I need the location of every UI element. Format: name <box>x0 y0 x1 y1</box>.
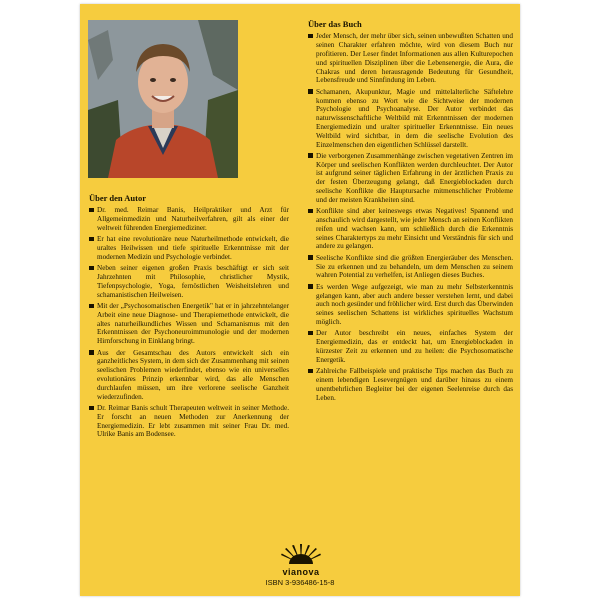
sun-rays-icon <box>281 542 321 564</box>
book-back-cover <box>80 4 520 596</box>
book-bullet-text: Zahlreiche Fallbeispiele und praktische Tips machen das Buch zu einem lebendigen Lesevergnügen und darüber hinaus zu einem unentbehrlichen Begleiter bei der eigenen Seelenreise durch das Leben. <box>316 367 513 402</box>
author-bullet-item <box>89 206 289 232</box>
square-bullet-icon <box>89 406 94 411</box>
square-bullet-icon <box>308 255 313 260</box>
book-section <box>308 20 513 405</box>
author-section <box>89 194 289 442</box>
square-bullet-icon <box>89 208 94 213</box>
book-bullet-item <box>308 32 513 85</box>
book-bullet-item <box>308 283 513 327</box>
publisher-name: vianova <box>282 567 320 577</box>
author-section-title: Über den Autor <box>89 193 146 203</box>
book-bullet-item <box>308 254 513 280</box>
author-photo <box>88 20 238 178</box>
square-bullet-icon <box>308 331 313 336</box>
book-bullet-list <box>308 32 513 402</box>
author-bullet-text: Aus der Gesamtschau des Autors entwickelt sich ein ganzheitliches System, in dem sich der Zusammenhang mit seinen seelischen Problemen wiederfindet, ebenso wie ein universelles evolutionäres Prinzip erkennbar wird, das alle Menschen durchlaufen müssen, um ihre verlorene seelische Ganzheit wiederzufinden. <box>97 348 289 401</box>
author-bullet-item <box>89 264 289 299</box>
square-bullet-icon <box>89 350 94 355</box>
book-bullet-text: Schamanen, Akupunktur, Magie und mittelalterliche Säftelehre kommen ebenso zu Wort wie die Sichtweise der modernen Psychologie und Psychoanalyse. Der Autor verbindet das naturwissenschaftliche Weltbild mit Erkenntnissen der modernen Energiemedizin und uralter spiritueller Erkenntnisse. Ein neues Weltbild wird sichtbar, in dem die seelische Evolution des Einzelmenschen den eigentlichen Schlüssel darstellt. <box>316 87 513 149</box>
author-bullet-text: Dr. Reimar Banis schult Therapeuten weltweit in seiner Methode. Er forscht an neuen Methoden zur Anerkennung der Energiemedizin. Er lebt zusammen mit seiner Frau Dr. med. Ulrike Banis am Bodensee. <box>97 404 289 439</box>
book-bullet-item <box>308 207 513 251</box>
author-bullet-text: Dr. med. Reimar Banis, Heilpraktiker und Arzt für Allgemeinmedizin und Naturheilverfahren, gilt als einer der weltweit führenden Energiemediziner. <box>97 206 289 232</box>
author-bullet-text: Mit der „Psychosomatischen Energetik" hat er in jahrzehntelanger Arbeit eine neue Diagnose- und Therapiemethode entwickelt, die altes naturheilkundliches Wissen und Schamanismus mit den Erkenntnissen der Psychoneuroimmunologie und der modernen Hirnforschung in Einklang bringt. <box>97 302 289 346</box>
square-bullet-icon <box>308 34 313 39</box>
square-bullet-icon <box>308 209 313 214</box>
square-bullet-icon <box>308 369 313 374</box>
square-bullet-icon <box>308 153 313 158</box>
book-section-title: Über das Buch <box>308 19 362 29</box>
book-bullet-text: Seelische Konflikte sind die größten Energieräuber des Menschen. Sie zu erkennen und zu behandeln, um dem Menschen zu seinem wahren Potential zu verhelfen, ist Anliegen dieses Buches. <box>316 253 513 280</box>
author-bullet-item <box>89 404 289 439</box>
author-bullet-list <box>89 206 289 439</box>
author-bullet-text: Neben seiner eigenen großen Praxis beschäftigt er sich seit Jahrzehnten mit Philosophie, christlicher Mystik, Tiefenpsychologie, Yoga, fernöstlichen Weisheitslehren und schamanistischen Heilweisen. <box>97 264 289 299</box>
square-bullet-icon <box>89 237 94 242</box>
square-bullet-icon <box>89 266 94 271</box>
book-bullet-text: Jeder Mensch, der mehr über sich, seinen unbewußten Schatten und seinen Charakter erfahren möchte, wird von diesem Buch nur profitieren. Der Leser findet Informationen aus allen Kulturepochen und spirituellen Disziplinen über die Lebensenergie, die Aura, die Chakras und deren herausragende Bedeutung für Gesundheit, Lebensfreude und Sinnfindung im Leben. <box>316 32 513 85</box>
publisher-logo <box>256 542 346 577</box>
book-bullet-text: Es werden Wege aufgezeigt, wie man zu mehr Selbsterkenntnis gelangen kann, aber auch andere besser verstehen lernt, und dabei auch noch gesünder und fröhlicher wird. Erst durch das Überwinden seines seelischen Schattens ist wirkliches spirituelles Wachstum möglich. <box>316 282 513 327</box>
book-bullet-text: Der Autor beschreibt ein neues, einfaches System der Energiemedizin, das er entdeckt hat, um Energieblockaden in kürzester Zeit zu erkennen und zu heilen: die Psychosomatische Energetik. <box>316 329 513 364</box>
book-bullet-text: Die verborgenen Zusammenhänge zwischen vegetativen Zentren im Körper und seelischen Konflikten werden durchleuchtet. Der Autor ist aufgrund seiner täglichen Erfahrung in der ärztlichen Praxis zu der festen Überzeugung gelangt, daß Energieblockaden durch seelische Konflikte die Hauptursache mitmenschlicher Probleme und der meisten Krankheiten sind. <box>316 151 513 204</box>
book-bullet-item <box>308 329 513 364</box>
book-bullet-item <box>308 88 513 150</box>
book-bullet-text: Konflikte sind aber keineswegs etwas Negatives! Spannend und anschaulich wird dargestellt, wie jeder Mensch an seinen Konflikten reifen und wachsen kann, um schließlich durch die Erkenntnis seines Charaktertyps zu mehr Einsicht und Verständnis für sich und andere zu gelangen. <box>316 207 513 251</box>
book-bullet-item <box>308 152 513 205</box>
author-bullet-item <box>89 349 289 402</box>
square-bullet-icon <box>308 284 313 289</box>
author-bullet-text: Er hat eine revolutionäre neue Naturheilmethode entwickelt, die uraltes Heilwissen und tiefe spirituelle Erkenntnisse mit der modernen Medizin und Psychologie verbindet. <box>97 235 289 261</box>
author-bullet-item <box>89 235 289 261</box>
square-bullet-icon <box>308 89 313 94</box>
isbn-number: ISBN 3-936486-15-8 <box>265 578 335 587</box>
square-bullet-icon <box>89 304 94 309</box>
book-bullet-item <box>308 367 513 402</box>
author-bullet-item <box>89 302 289 346</box>
author-portrait-illustration <box>88 20 238 178</box>
